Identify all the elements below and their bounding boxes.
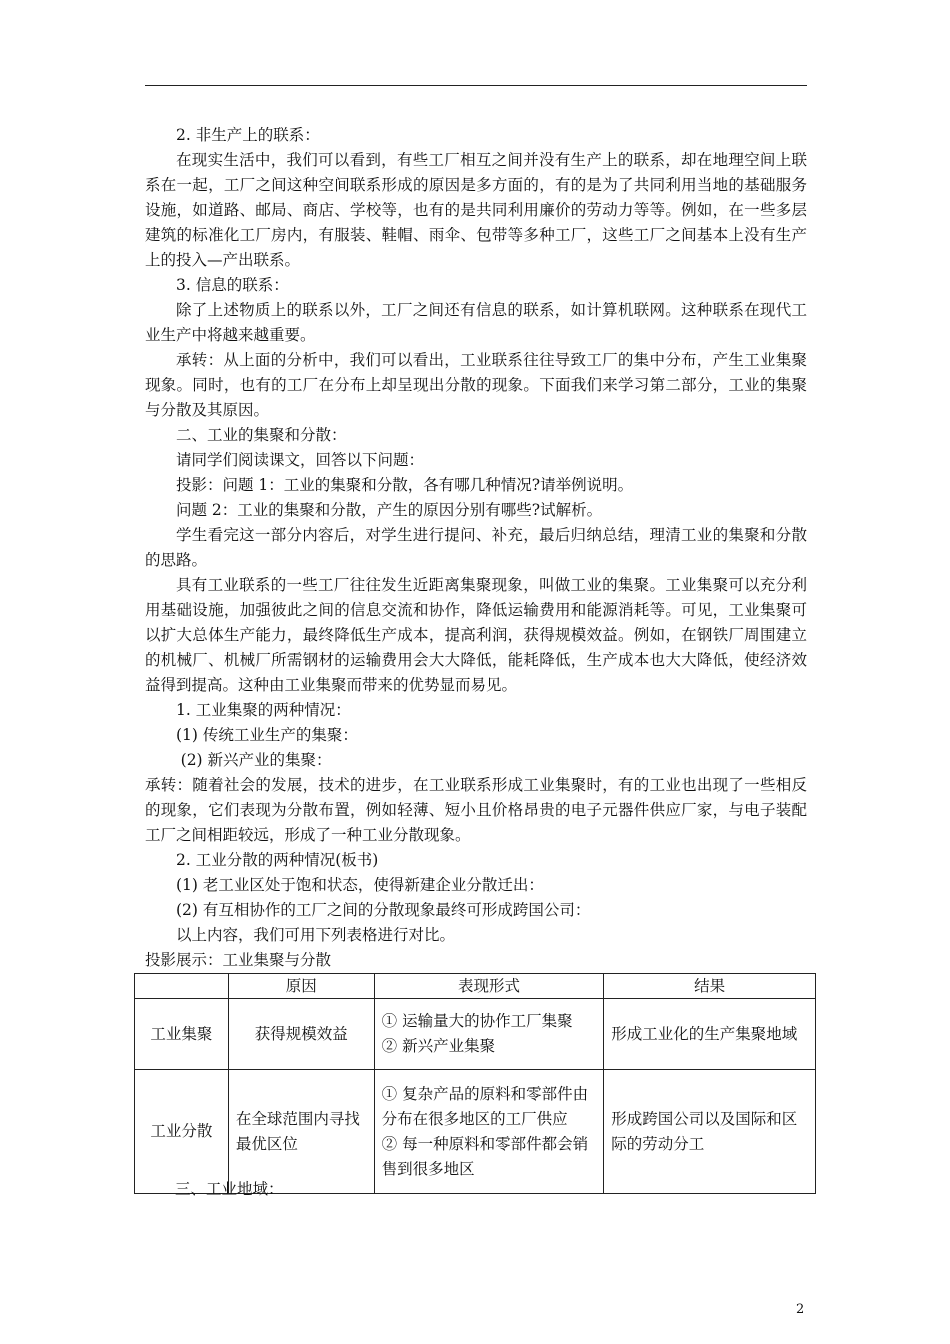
paragraph: (1) 老工业区处于饱和状态，使得新建企业分散迁出： bbox=[176, 876, 544, 894]
form-item: ① 运输量大的协作工厂集聚 bbox=[381, 1012, 573, 1030]
page-number: 2 bbox=[796, 1302, 805, 1317]
section-heading: 二、工业的集聚和分散： bbox=[176, 426, 347, 444]
table-caption: 投影展示：工业集聚与分散 bbox=[145, 951, 332, 969]
paragraph: 以上内容，我们可用下列表格进行对比。 bbox=[176, 926, 456, 944]
table-header-cell: 原因 bbox=[228, 974, 374, 999]
table-row bbox=[135, 999, 816, 1070]
body-text bbox=[145, 123, 807, 948]
table-header-cell: 结果 bbox=[604, 974, 816, 999]
table-header-cell: 表现形式 bbox=[374, 974, 604, 999]
table-row bbox=[135, 1070, 816, 1194]
paragraph: 承转：随着社会的发展，技术的进步，在工业联系形成工业集聚时，有的工业也出现了一些相反的现象，它们表现为分散布置，例如轻薄、短小且价格昂贵的电子元器件供应厂家，与电子装配工厂之间相距较远，形成了一种工业分散现象。 bbox=[145, 776, 807, 844]
paragraph: 在现实生活中，我们可以看到，有些工厂相互之间并没有生产上的联系，却在地理空间上联系在一起，工厂之间这种空间联系形成的原因是多方面的，有的是为了共同利用当地的基础服务设施，如道路、邮局、商店、学校等，也有的是共同利用廉价的劳动力等等。例如，在一些多层建筑的标准化工厂房内，有服装、鞋帽、雨伞、包带等多种工厂，这些工厂之间基本上没有生产上的投入—产出联系。 bbox=[145, 151, 807, 269]
section-heading: 三、工业地域： bbox=[175, 1180, 284, 1198]
paragraph: 问题 2：工业的集聚和分散，产生的原因分别有哪些?试解析。 bbox=[176, 501, 603, 519]
paragraph: 承转：从上面的分析中，我们可以看出，工业联系往往导致工厂的集中分布，产生工业集聚现象。同时，也有的工厂在分布上却呈现出分散的现象。下面我们来学习第二部分，工业的集聚与分散及其原因。 bbox=[145, 351, 807, 419]
paragraph: (2) 有互相协作的工厂之间的分散现象最终可形成跨国公司： bbox=[176, 901, 591, 919]
table-row-label: 工业集聚 bbox=[135, 999, 229, 1070]
comparison-table bbox=[134, 973, 816, 1194]
paragraph: 请同学们阅读课文，回答以下问题： bbox=[176, 451, 425, 469]
table-cell-reason: 在全球范围内寻找最优区位 bbox=[228, 1070, 374, 1194]
paragraph: 2. 工业分散的两种情况(板书) bbox=[176, 851, 379, 869]
table-cell-forms bbox=[374, 999, 604, 1070]
paragraph: (2) 新兴产业的集聚： bbox=[180, 751, 332, 769]
form-item: ② 每一种原料和零部件都会销售到很多地区 bbox=[381, 1134, 589, 1178]
paragraph: 1. 工业集聚的两种情况： bbox=[176, 701, 351, 719]
paragraph: 2. 非生产上的联系： bbox=[176, 126, 320, 144]
table-header-cell bbox=[135, 974, 229, 999]
table-cell-reason: 获得规模效益 bbox=[228, 999, 374, 1070]
form-item: ② 新兴产业集聚 bbox=[381, 1037, 496, 1055]
table-cell-forms bbox=[374, 1070, 604, 1194]
table-cell-result: 形成跨国公司以及国际和区际的劳动分工 bbox=[604, 1070, 816, 1194]
paragraph: 除了上述物质上的联系以外，工厂之间还有信息的联系，如计算机联网。这种联系在现代工业生产中将越来越重要。 bbox=[145, 301, 807, 344]
form-item: ① 复杂产品的原料和零部件由分布在很多地区的工厂供应 bbox=[381, 1084, 589, 1128]
table-cell-result: 形成工业化的生产集聚地域 bbox=[604, 999, 816, 1070]
paragraph: 学生看完这一部分内容后，对学生进行提问、补充，最后归纳总结，理清工业的集聚和分散的思路。 bbox=[145, 526, 807, 569]
table-header-row bbox=[135, 974, 816, 999]
header-rule bbox=[145, 85, 807, 86]
paragraph: 投影：问题 1：工业的集聚和分散，各有哪几种情况?请举例说明。 bbox=[176, 476, 634, 494]
table-row-label: 工业分散 bbox=[135, 1070, 229, 1194]
paragraph: 3. 信息的联系： bbox=[176, 276, 289, 294]
paragraph: (1) 传统工业生产的集聚： bbox=[176, 726, 358, 744]
paragraph: 具有工业联系的一些工厂往往发生近距离集聚现象，叫做工业的集聚。工业集聚可以充分利用基础设施，加强彼此之间的信息交流和协作，降低运输费用和能源消耗等。可见，工业集聚可以扩大总体生产能力，最终降低生产成本，提高利润，获得规模效益。例如，在钢铁厂周围建立的机械厂、机械厂所需钢材的运输费用会大大降低，能耗降低，生产成本也大大降低，使经济效益得到提高。这种由工业集聚而带来的优势显而易见。 bbox=[145, 576, 807, 694]
